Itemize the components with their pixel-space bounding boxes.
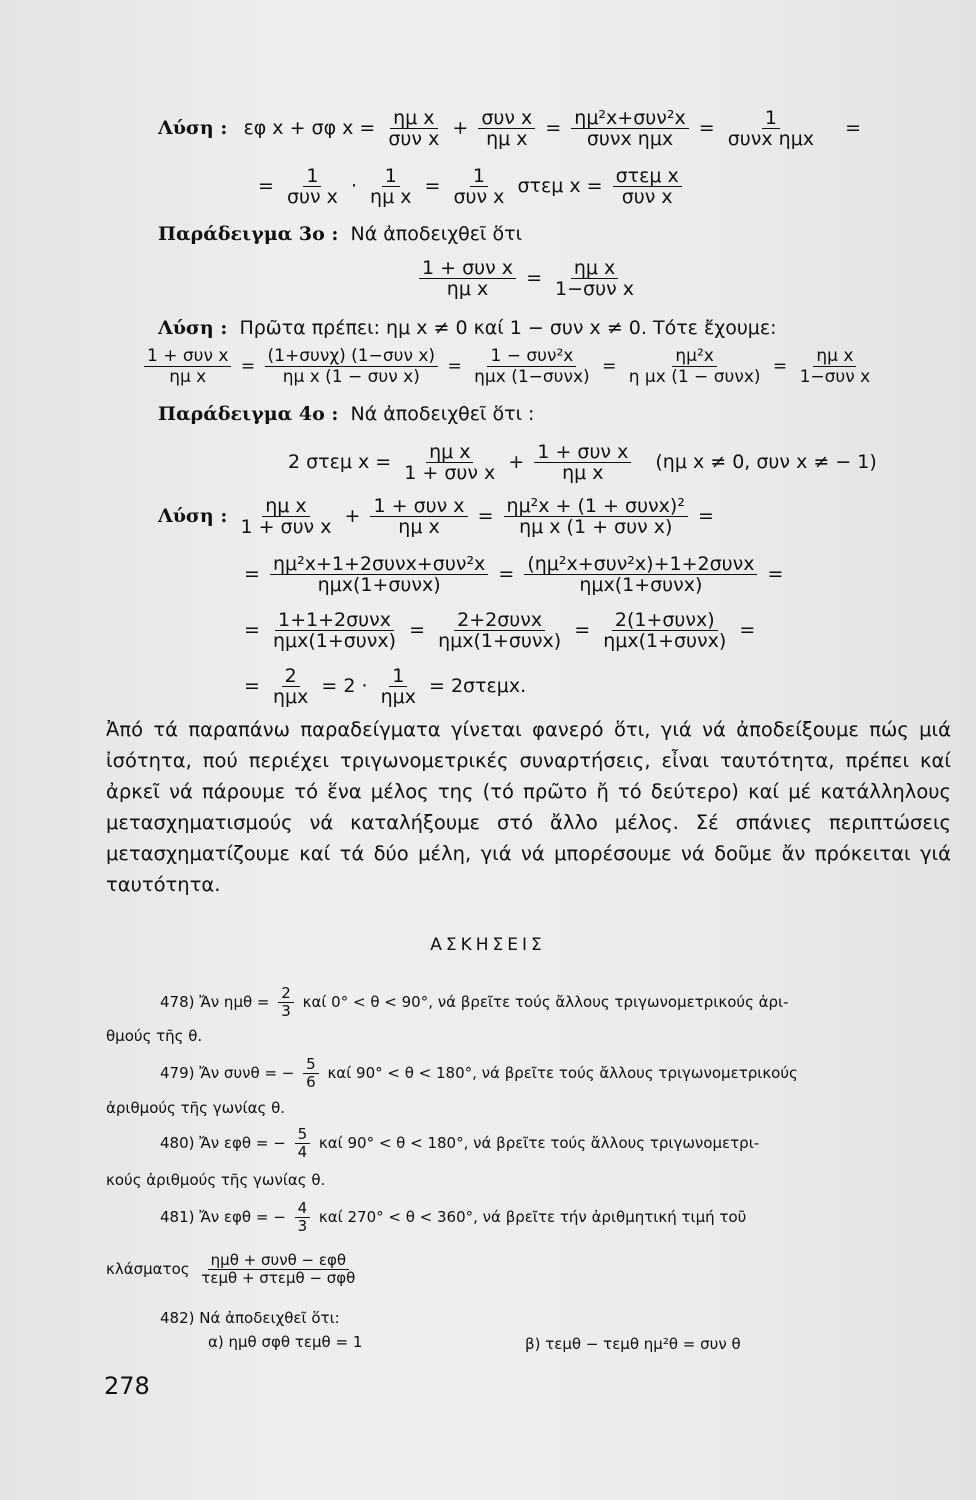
fraction: $\frac{\text{(ημ²x+συν²x)+1+2συνx}}{\text{ημx(1+συνx)}}$ — [524, 554, 757, 595]
example-3-heading: Παράδειγμα 3ο : Νά ἀποδειχθεῖ ὅτι — [158, 223, 523, 245]
fraction: $\frac{4}{3}$ — [295, 1200, 311, 1235]
solution-label: Λύση : — [158, 505, 228, 527]
exercise-481-cont: κλάσματος $\frac{\text{ημθ + συνθ − εφθ}}{\text{τεμθ + στεμθ − σφθ}}$ — [106, 1252, 362, 1287]
fraction: $\frac{\text{ημ x}}{\text{1 + συν x}}$ — [404, 441, 496, 484]
solution-3-row-1: Λύση : $\frac{\text{ημ x}}{\text{1 + συν x}}$ + $\frac{\text{1 + συν x}}{\text{ημ x}}$ = $\frac{\text{ημ²x + (1 + συνx)²}}{\text{ημ x (1 + συν x)}}$ = — [158, 495, 714, 538]
fraction: $\frac{2}{3}$ — [278, 985, 294, 1020]
exercise-479-cont: ἀριθμούς τῆς γωνίας θ. — [106, 1099, 286, 1117]
fraction: $\frac{\text{2(1+συνx)}}{\text{ημx(1+συνx)}}$ — [603, 609, 727, 652]
fraction: $\frac{\text{1 − συν²x}}{\text{ημx (1−συνx)}}$ — [474, 346, 590, 387]
fraction: $\frac{1}{\text{συνx ημx}}$ — [727, 107, 815, 150]
exercise-479: 479) Ἄν συνθ = − $\frac{5}{6}$ καί 90° < θ < 180°, νά βρεῖτε τούς ἄλλους τριγωνομετρικούς — [160, 1055, 798, 1091]
solution-3-row-4: = $\frac{2}{\text{ημx}}$ = 2 · $\frac{1}{\text{ημx}}$ = 2στεμx. — [244, 665, 527, 708]
exercise-480: 480) Ἄν εφθ = − $\frac{5}{4}$ καί 90° < θ < 180°, νά βρεῖτε τούς ἄλλους τριγωνομετρι- — [160, 1125, 760, 1161]
example-4-identity: 2 στεμ x = $\frac{\text{ημ x}}{\text{1 + συν x}}$ + $\frac{\text{1 + συν x}}{\text{ημ x}}$ (ημ x ≠ 0, συν x ≠ − 1) — [288, 441, 877, 484]
fraction: $\frac{1}{\text{συν x}}$ — [286, 165, 338, 208]
solution-1-line-1: Λύση : εφ x + σφ x = $\frac{\text{ημ x}}{\text{συν x}}$ + $\frac{\text{συν x}}{\text{ημ x}}$ = $\frac{\text{ημ²x+συν²x}}{\text{συνx ημx}}$ = $\frac{1}{\text{συνx ημx}}$ = — [158, 107, 862, 150]
fraction: $\frac{\text{2+2συνx}}{\text{ημx(1+συνx)}}$ — [438, 609, 562, 652]
fraction: $\frac{1}{\text{συν x}}$ — [453, 165, 505, 208]
fraction: $\frac{1}{\text{ημx}}$ — [380, 665, 416, 708]
solution-1-line-2: = $\frac{1}{\text{συν x}}$ · $\frac{1}{\text{ημ x}}$ = $\frac{1}{\text{συν x}}$ στεμ x = $\frac{\text{στεμ x}}{\text{συν x}}$ — [258, 166, 686, 207]
fraction: $\frac{\text{ημ²x+1+2συνx+συν²x}}{\text{ημx(1+συνx)}}$ — [270, 554, 488, 595]
fraction: $\frac{\text{ημ x}}{\text{συν x}}$ — [388, 107, 440, 150]
math-expr: εφ x + σφ x = — [243, 117, 376, 139]
exercise-482: 482) Νά ἀποδειχθεῖ ὅτι: — [160, 1309, 340, 1327]
solution-3-row-2: = $\frac{\text{ημ²x+1+2συνx+συν²x}}{\text{ημx(1+συνx)}}$ = $\frac{\text{(ημ²x+συν²x)+1+2συνx}}{\text{ημx(1+συνx)}}$ = — [244, 553, 784, 596]
example-4-heading: Παράδειγμα 4ο : Νά ἀποδειχθεῖ ὅτι : — [158, 403, 535, 425]
exercise-482-alpha: α) ημθ σφθ τεμθ = 1 — [208, 1333, 363, 1351]
example-3-identity: $\frac{\text{1 + συν x}}{\text{ημ x}}$ = $\frac{\text{ημ x}}{\text{1−συν x}}$ — [415, 258, 641, 299]
exercise-478: 478) Ἄν ημθ = $\frac{2}{3}$ καί 0° < θ < 90°, νά βρεῖτε τούς ἄλλους τριγωνομετρικούς ἀρι- — [160, 984, 789, 1020]
fraction: $\frac{\text{1+1+2συνx}}{\text{ημx(1+συνx)}}$ — [272, 609, 397, 652]
fraction: $\frac{\text{1 + συν x}}{\text{ημ x}}$ — [144, 346, 231, 387]
exercise-480-cont: κούς ἀριθμούς τῆς γωνίας θ. — [106, 1171, 326, 1189]
fraction: $\frac{\text{ημ x}}{\text{1−συν x}}$ — [799, 346, 871, 387]
solution-3-row-3: = $\frac{\text{1+1+2συνx}}{\text{ημx(1+συνx)}}$ = $\frac{\text{2+2συνx}}{\text{ημx(1+συνx)}}$ = $\frac{\text{2(1+συνx)}}{\text{ημx(1+συνx)}}$ = — [244, 609, 756, 652]
fraction: $\frac{\text{ημθ + συνθ − εφθ}}{\text{τεμθ + στεμθ − σφθ}}$ — [201, 1251, 356, 1287]
example-heading: Παράδειγμα 4ο : — [158, 403, 339, 425]
fraction: $\frac{\text{ημ²x + (1 + συνx)²}}{\text{ημ x (1 + συν x)}}$ — [504, 496, 688, 537]
exercise-481: 481) Ἄν εφθ = − $\frac{4}{3}$ καί 270° < θ < 360°, νά βρεῖτε τήν ἀριθμητική τιμή τοῦ — [160, 1199, 747, 1235]
fraction: $\frac{\text{1 + συν x}}{\text{ημ x}}$ — [370, 496, 467, 537]
fraction: $\frac{\text{στεμ x}}{\text{συν x}}$ — [613, 166, 682, 207]
example-heading: Παράδειγμα 3ο : — [158, 223, 339, 245]
exercise-478-cont: θμούς τῆς θ. — [106, 1027, 203, 1045]
exercise-482-beta: β) τεμθ − τεμθ ημ²θ = συν θ — [525, 1335, 741, 1353]
fraction: $\frac{1}{\text{ημ x}}$ — [370, 165, 412, 208]
fraction: $\frac{5}{4}$ — [295, 1126, 311, 1161]
fraction: $\frac{\text{ημ x}}{\text{1−συν x}}$ — [555, 257, 634, 300]
fraction: $\frac{\text{συν x}}{\text{ημ x}}$ — [478, 108, 535, 149]
exercises-title: ΑΣΚΗΣΕΙΣ — [430, 935, 546, 955]
fraction: $\frac{\text{(1+συνχ) (1−συν x)}}{\text{ημ x (1 − συν x)}}$ — [265, 346, 439, 387]
fraction: $\frac{\text{1 + συν x}}{\text{ημ x}}$ — [419, 258, 516, 299]
solution-2-chain: $\frac{\text{1 + συν x}}{\text{ημ x}}$ = $\frac{\text{(1+συνχ) (1−συν x)}}{\text{ημ x (1 − συν x)}}$ = $\frac{\text{1 − συν²x}}{\text{ημx (1−συνx)}}$ = $\frac{\text{ημ²x}}{\text{η μx (1 − συνx)}}$ = $\frac{\text{ημ x}}{\text{1−συν x}}$ — [140, 346, 877, 387]
fraction: $\frac{\text{ημ²x+συν²x}}{\text{συνx ημx}}$ — [571, 108, 688, 149]
fraction: $\frac{5}{6}$ — [303, 1056, 319, 1091]
solution-2-text: Λύση : Πρῶτα πρέπει: ημ x ≠ 0 καί 1 − συν x ≠ 0. Τότε ἔχουμε: — [158, 317, 777, 339]
explanation-paragraph: Ἀπό τά παραπάνω παραδείγματα γίνεται φανερό ὅτι, γιά νά ἀποδείξουμε πώς μιά ἰσότητα, πού περιέχει τριγωνομετρικές συναρτήσεις, εἶναι ταυτότητα, πρέπει καί ἀρκεῖ νά πάρουμε τό ἕνα μέλος της (τό πρῶτο ἤ τό δεύτερο) καί μέ κατάλληλους μετασχηματισμούς νά καταλήξουμε στό ἄλλο μέλος. Σέ σπάνιες περιπτώσεις μετασχηματίζουμε καί τά δύο μέλη, γιά νά μπορέσουμε νά δοῦμε ἄν πρόκειται γιά ταυτότητα. — [106, 718, 951, 896]
fraction: $\frac{2}{\text{ημx}}$ — [272, 665, 309, 708]
solution-label: Λύση : — [158, 117, 228, 139]
fraction: $\frac{\text{ημ x}}{\text{1 + συν x}}$ — [240, 495, 332, 538]
fraction: $\frac{\text{1 + συν x}}{\text{ημ x}}$ — [534, 442, 631, 483]
page-number: 278 — [104, 1372, 150, 1400]
solution-label: Λύση : — [158, 317, 228, 339]
fraction: $\frac{\text{ημ²x}}{\text{η μx (1 − συνx)}}$ — [628, 346, 761, 387]
